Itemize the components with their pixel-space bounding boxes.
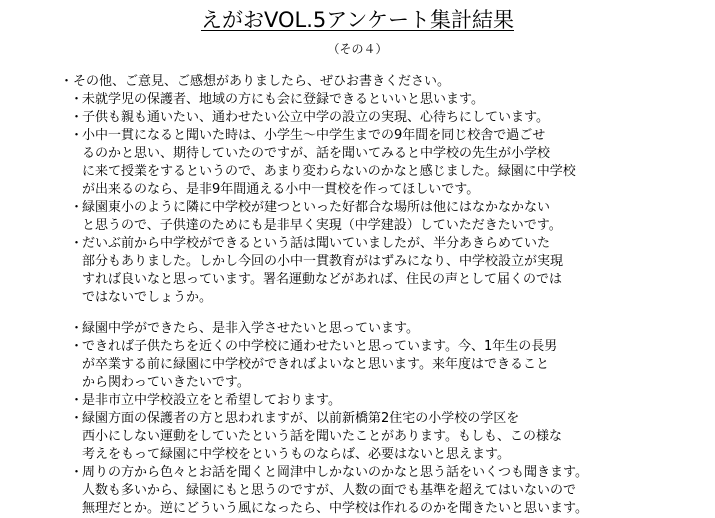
bullet-mark: ・ — [70, 128, 84, 143]
document-subtitle: （その４） — [327, 42, 388, 56]
bullet-mark: ・ — [70, 411, 84, 426]
comment-line: 無理だとか。逆にどういう風になったら、中学校は作れるのかを聞きたいと思います。 — [82, 501, 588, 516]
bullet-mark: ・ — [70, 236, 84, 251]
comment-line: 人数も多いから、緑園にもと思うのですが、人数の面でも基準を超えてはいないので — [82, 483, 577, 498]
comment-line: 緑園方面の保護者の方と思われますが、以前新橋第2住宅の小学校の学区を — [82, 411, 520, 426]
comment-item — [68, 235, 576, 307]
comment-line: 子供も親も通いたい、通わせたい公立中学の設立の実現、心待ちにしています。 — [82, 110, 549, 125]
comment-line: 緑園中学ができたら、是非入学させたいと思っています。 — [82, 321, 419, 336]
bullet-mark: ・ — [70, 110, 84, 125]
bullet-mark: ・ — [70, 465, 84, 480]
comment-line: だいぶ前から中学校ができるという話は聞いていましたが、半分あきらめていた — [82, 236, 551, 251]
comment-line: るのかと思い、期待していたのですが、話を聞いてみると中学校の先生が小学校 — [82, 146, 551, 161]
comment-line: が卒業する前に緑園に中学校ができればよいなと思います。来年度はできること — [82, 357, 549, 372]
comment-item — [68, 410, 588, 464]
comment-item — [68, 392, 588, 410]
comment-line: に来て授業をするというので、あまり変わらないのかなと感じました。緑園に中学校 — [82, 164, 576, 179]
comment-line: 小中一貫になると聞いた時は、小学生～中学生までの9年間を同じ校舎で過ごせ — [82, 128, 546, 143]
comment-line: 部分もありました。しかし今回の小中一貫教育がはずみになり、中学校設立が実現 — [82, 254, 564, 269]
bullet-mark: ・ — [70, 200, 84, 215]
comment-line: 是非市立中学校設立をと希望しております。 — [82, 393, 341, 408]
comment-line: から関わっていきたいです。 — [82, 375, 250, 390]
comment-item — [68, 199, 576, 235]
comment-line: と思うので、子供達のためにも是非早く実現（中学建設）していただきたいです。 — [82, 218, 562, 233]
section-heading: ・その他、ご意見、ご感想がありましたら、ぜひお書きください。 — [60, 74, 451, 89]
comment-line: すれば良いなと思っています。署名運動などがあれば、住民の声として届くのでは — [82, 272, 562, 287]
document-title-text: えがおVOL.5アンケート集計結果 — [200, 8, 514, 32]
comment-item — [68, 320, 588, 338]
comment-list-2 — [68, 320, 588, 518]
comment-item — [68, 464, 588, 518]
comment-list-1 — [68, 91, 576, 307]
comment-line: ではないでしょうか。 — [82, 290, 213, 305]
comment-item — [68, 338, 588, 392]
bullet-mark: ・ — [70, 321, 84, 336]
bullet-mark: ・ — [70, 339, 84, 354]
comment-line: 周りの方から色々とお話を聞くと岡津中しかないのかなと思う話をいくつも聞きます。 — [82, 465, 588, 480]
comment-line: 考えをもって緑園に中学校をというものならば、必要はないと思えます。 — [82, 447, 510, 462]
comment-line: 緑園東小のように隣に中学校が建つといった好都合な場所は他にはなかなかない — [82, 200, 551, 215]
comment-item — [68, 91, 576, 109]
comment-line: できれば子供たちを近くの中学校に通わせたいと思っています。今、1年生の長男 — [82, 339, 558, 354]
bullet-mark: ・ — [70, 393, 84, 408]
comment-line: が出来るのなら、是非9年間通える小中一貫校を作ってほしいです。 — [82, 182, 480, 197]
comment-line: 西小にしない運動をしていたという話を聞いたことがあります。もしも、この様な — [82, 429, 562, 444]
comment-item — [68, 109, 576, 127]
bullet-mark: ・ — [70, 92, 84, 107]
comment-item — [68, 127, 576, 199]
comment-line: 未就学児の保護者、地域の方にも会に登録できるといいと思います。 — [82, 92, 484, 107]
document-title — [0, 6, 715, 34]
